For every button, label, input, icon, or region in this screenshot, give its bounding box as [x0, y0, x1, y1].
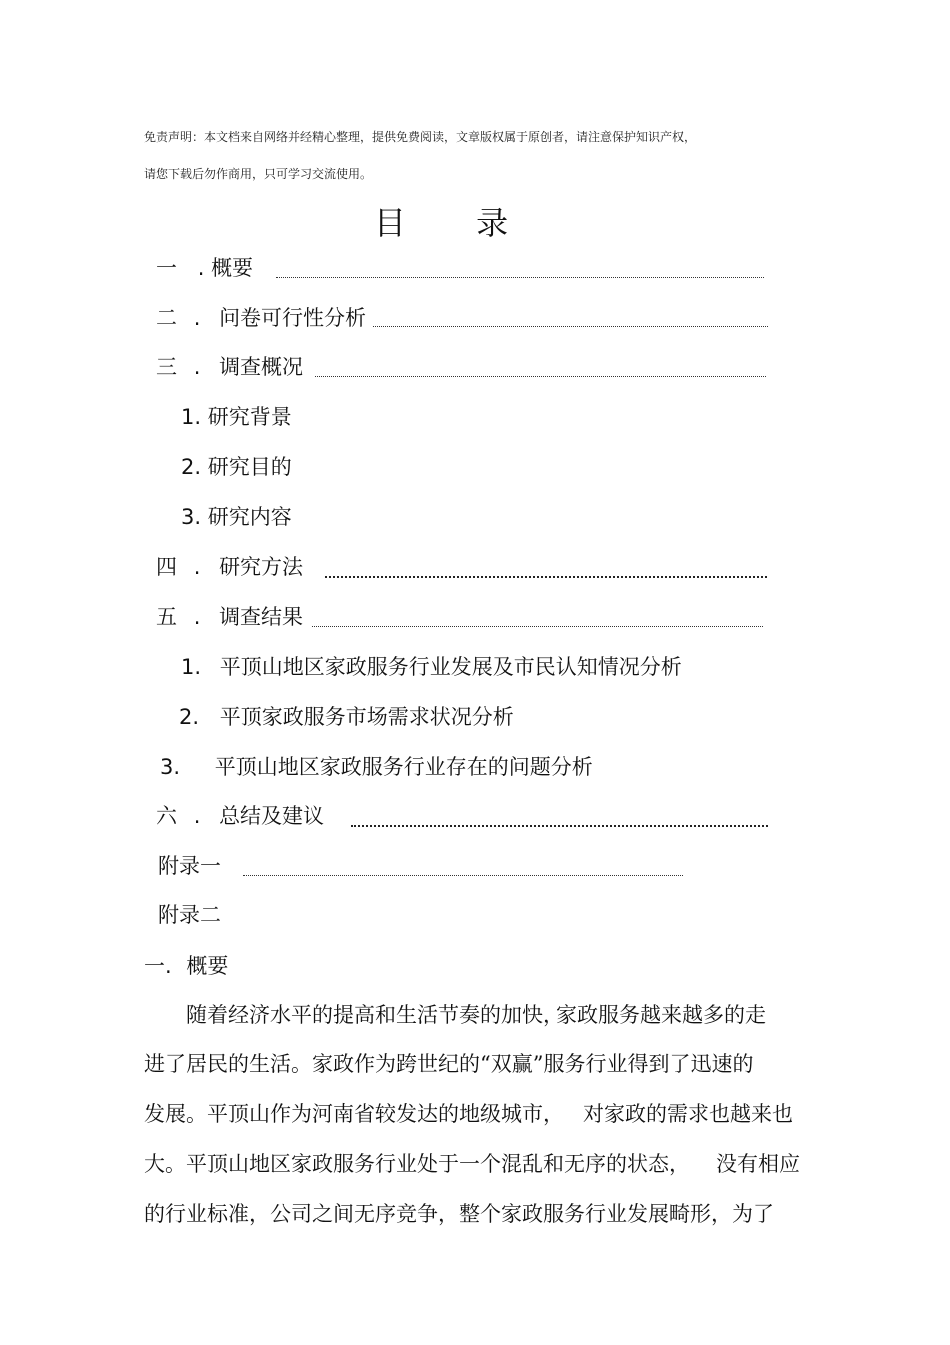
section-heading-label: 概要 — [186, 954, 229, 978]
paragraph-line: 的行业标准，公司之间无序竞争，整个家政服务行业发展畸形，为了 — [144, 1202, 774, 1226]
toc-item-separator: . — [193, 306, 201, 330]
toc-item-number: 3. — [160, 755, 181, 779]
toc-subitem-result-3[interactable] — [160, 754, 593, 780]
toc-item-number: 2. — [179, 705, 200, 729]
toc-item-number: 六 — [156, 804, 177, 828]
disclaimer-line-1: 免责声明：本文档来自网络并经精心整理，提供免费阅读，文章版权属于原创者，请注意保护知识产权， — [144, 130, 697, 144]
toc-item-label: 研究方法 — [219, 555, 304, 579]
toc-item-number: 五 — [156, 605, 177, 629]
paragraph-line: 发展。平顶山作为河南省较发达的地级城市， — [144, 1102, 564, 1126]
paragraph-line: 进了居民的生活。家政作为跨世纪的“双赢”服务行业得到了迅速的 — [144, 1052, 754, 1076]
toc-subitem-background[interactable] — [181, 404, 292, 430]
toc-item-label: 平顶家政服务市场需求状况分析 — [219, 705, 514, 729]
toc-leader — [243, 875, 683, 876]
toc-item-label: 研究内容 — [207, 505, 292, 529]
paragraph-line: 家政服务越来越多的走 — [556, 1003, 766, 1027]
toc-item-label: 调查结果 — [219, 605, 304, 629]
toc-subitem-purpose[interactable] — [181, 454, 292, 480]
toc-item-number: 一 — [156, 256, 177, 280]
toc-item-label: 问卷可行性分析 — [219, 306, 367, 330]
paragraph-line: 对家政的需求也越来也 — [583, 1102, 793, 1126]
toc-subitem-content[interactable] — [181, 504, 292, 530]
paragraph-line: 大。平顶山地区家政服务行业处于一个混乱和无序的状态， — [144, 1152, 690, 1176]
toc-item-label: 调查概况 — [219, 355, 304, 379]
toc-item-number: 二 — [156, 306, 177, 330]
toc-item-label: 平顶山地区家政服务行业存在的问题分析 — [214, 755, 593, 779]
toc-item-label: 研究目的 — [207, 455, 292, 479]
toc-item-label: 附录一 — [158, 854, 221, 878]
disclaimer-line-2: 请您下载后勿作商用，只可学习交流使用。 — [144, 167, 373, 181]
toc-item-number: 1. — [181, 655, 202, 679]
toc-item-appendix-1[interactable] — [158, 853, 221, 879]
toc-leader — [276, 277, 764, 278]
toc-item-survey-overview[interactable] — [156, 354, 303, 380]
toc-item-number: 1. — [181, 405, 202, 429]
toc-item-number: 三 — [156, 355, 177, 379]
toc-leader — [351, 825, 768, 827]
toc-item-number: 3. — [181, 505, 202, 529]
toc-leader — [373, 326, 768, 327]
toc-item-overview[interactable] — [156, 255, 253, 281]
toc-subitem-result-1[interactable] — [181, 654, 682, 680]
toc-item-separator: . — [193, 355, 201, 379]
toc-item-conclusion[interactable] — [156, 803, 324, 829]
toc-subitem-result-2[interactable] — [179, 704, 514, 730]
toc-item-results[interactable] — [156, 604, 303, 630]
toc-item-label: 附录二 — [158, 903, 221, 927]
toc-item-label: 平顶山地区家政服务行业发展及市民认知情况分析 — [219, 655, 682, 679]
toc-leader — [325, 576, 767, 578]
paragraph-line: 没有相应 — [716, 1152, 800, 1176]
toc-item-separator: . — [193, 804, 201, 828]
toc-leader — [312, 626, 763, 627]
section-heading-number: 一. — [144, 954, 172, 978]
paragraph-line: 随着经济水平的提高和生活节奏的加快， — [186, 1003, 564, 1027]
toc-title: 目 录 — [373, 204, 539, 242]
toc-item-label: 总结及建议 — [219, 804, 325, 828]
toc-item-label: 研究背景 — [207, 405, 292, 429]
toc-item-label: 概要 — [211, 256, 254, 280]
toc-item-number: 2. — [181, 455, 202, 479]
toc-item-separator: . — [197, 256, 205, 280]
toc-leader — [315, 376, 766, 377]
toc-item-separator: . — [193, 605, 201, 629]
toc-item-separator: . — [193, 555, 201, 579]
section-heading — [144, 953, 228, 979]
toc-item-number: 四 — [156, 555, 177, 579]
toc-item-methods[interactable] — [156, 554, 303, 580]
toc-item-appendix-2[interactable] — [158, 902, 221, 928]
toc-item-feasibility[interactable] — [156, 305, 366, 331]
